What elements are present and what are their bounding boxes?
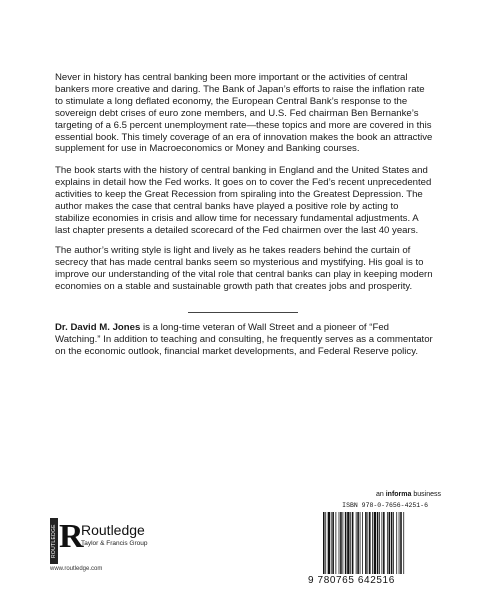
publisher-group: Taylor & Francis Group bbox=[81, 540, 148, 547]
barcode-digits: 9 780765 642516 bbox=[308, 575, 395, 586]
section-divider bbox=[188, 312, 298, 313]
publisher-name: Routledge bbox=[81, 522, 145, 538]
routledge-logo-icon bbox=[50, 518, 84, 564]
publisher-logo bbox=[50, 518, 250, 572]
logo-side-strip: ROUTLEDGE bbox=[50, 518, 58, 564]
isbn-text: ISBN 978-0-7656-4251-6 bbox=[342, 502, 428, 509]
informa-wordmark: informa bbox=[385, 491, 412, 498]
author-bio bbox=[55, 322, 435, 358]
description-paragraph-3: The author’s writing style is light and lively as he takes readers behind the curtain of secrecy that has made central banks seem so mysterious and mystifying. His goal is to improve our understanding of the vital role that central banks can play in keeping modern economies on a stable and sustainable growth path that creates jobs and prosperity. bbox=[55, 245, 433, 292]
logo-letter: R bbox=[59, 518, 84, 555]
barcode-icon bbox=[322, 512, 428, 574]
author-bio-text: is a long-time veteran of Wall Street and a pioneer of “Fed Watching.” In addition to teaching and consulting, he frequently serves as a commentator on the economic outlook, financial market developments, and Federal Reserve policy. bbox=[55, 322, 433, 357]
informa-business-label: an informa business bbox=[376, 491, 441, 498]
description-paragraph-2: The book starts with the history of central banking in England and the United States and explains in detail how the Fed works. It goes on to cover the Fed’s recent unprecedented activities to keep the Great Recession from spiraling into the Greatest Depression. The author makes the case that central banks have played a positive role by acting to stabilize economies in crisis and allow time for necessary fundamental adjustments. A last chapter presents a detailed scorecard of the Fed chairmen over the last 40 years. bbox=[55, 165, 432, 236]
author-name: Dr. David M. Jones bbox=[55, 322, 141, 333]
description-paragraph-1: Never in history has central banking been more important or the activities of central bankers more creative and daring. The Bank of Japan’s efforts to raise the inflation rate to stimulate a long deflated economy, the European Central Bank’s response to the sovereign debt crises of euro zone members, and U.S. Fed chairman Ben Bernanke’s targeting of a 6.5 percent unemployment rate—these topics and more are covered in this essential book. This timely coverage of an era of innovation makes the book an attractive supplement for use in Macroeconomics or Money and Banking courses. bbox=[55, 72, 433, 155]
publisher-url: www.routledge.com bbox=[50, 566, 103, 572]
